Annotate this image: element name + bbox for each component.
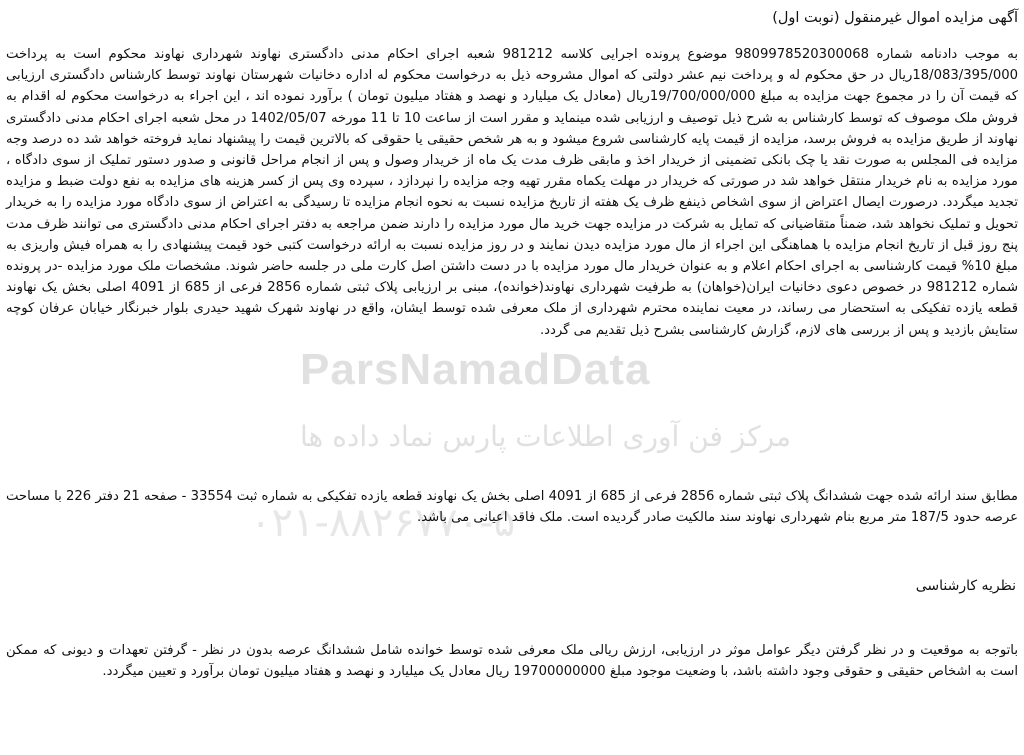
watermark-phone-text: ۰۲۱-۸۸۲۶۷۷۰-۵ xyxy=(250,500,516,546)
watermark-org-text: مرکز فن آوری اطلاعات پارس نماد داده ها xyxy=(300,420,792,453)
watermark-site-text: ParsNamadData xyxy=(300,345,651,394)
expert-opinion-paragraph: باتوجه به موقعیت و در نظر گرفتن دیگر عوامل موثر در ارزیابی، ارزش ریالی ملک معرفی شده توسط خوانده شامل ششدانگ عرصه بدون در نظر - گرفتن تعهدات و دیونی که ممکن است به اشخاص حقیقی و حقوقی وجود داشته باشد، با وضعیت موجود مبلغ 19700000000 ریال معادل یک میلیارد و نهصد و هفتاد میلیون تومان برآورد و تعیین میگردد. xyxy=(6,643,1018,680)
property-deed-paragraph: مطابق سند ارائه شده جهت ششدانگ پلاک ثبتی شماره 2856 فرعی از 685 از 4091 اصلی بخش یک نهاوند قطعه یازده تفکیکی به شماره ثبت 33554 - صفحه 21 دفتر 226 با مساحت عرصه حدود 187/5 متر مربع بنام شهرداری نهاوند سند مالکیت صادر گردیده است. ملک فاقد اعیانی می باشد. xyxy=(5,489,1018,526)
notice-title: آگهی مزایده اموال غیرمنقول (نوبت اول) xyxy=(772,10,1018,26)
notice-body-paragraph: به موجب دادنامه شماره 9809978520300068 موضوع پرونده اجرایی کلاسه 981212 شعبه اجرای احکام مدنی دادگستری نهاوند شهرداری نهاوند محکوم است به پرداخت 18/083/395/000ریال در حق محکوم له و پرداخت نیم عشر دولتی که اموال مشروحه ذیل به درخواست محکوم له اداره دخانیات شهرستان نهاوند توسط کارشناس دادگستری ارزیابی که قیمت آن را در مجموع جهت مزایده به مبلغ 19/700/000/000ریال (معادل یک میلیارد و نهصد و هفتاد میلیون تومان ) برآورد نموده اند ، این اجراء به درخواست محکوم له اقدام به فروش ملک موصوف که توسط کارشناس به شرح ذیل توصیف و ارزیابی شده مینماید و مقرر است از ساعت 10 تا 11 مورخه 1402/05/07 در محل شعبه اجرای احکام مدنی دادگستری نهاوند از طریق مزایده به فروش برسد، مزایده از قیمت پایه کارشناسی شروع میشود و به هر شخص حقیقی یا حقوقی که بالاترین قیمت را پیشنهاد نماید فروخته خواهد شد ده درصد وجه مزایده فی المجلس به صورت نقد یا چک بانکی تضمینی از خریدار اخذ و مابقی ظرف مدت یک ماه از خریدار وصول و پس از انجام مراحل قانونی و صدور دستور تملیک از سوی دادگاه ، مورد مزایده به نام خریدار منتقل خواهد شد در صورتی که خریدار در مهلت یکماه مقرر تهیه وجه مزایده را نپردازد ، سپرده وی پس از کسر هزینه های مزایده به نفع دولت ضبط و مزایده تجدید میگردد. درصورت ایصال اعتراض از سوی اشخاص ذینفع ظرف یک هفته از تاریخ مزایده نسبت به نحوه انجام مزایده تا رسیدگی به اعتراض از سوی دادگاه مورد مزایده را به خریدار تحویل و تملیک نخواهد شد، ضمناً متقاضیانی که تمایل به شرکت در مزایده جهت خرید مال مورد مزایده را دارند ضمن مراجعه به دفتر اجرای احکام مدنی دادگستری می توانند ظرف مدت پنج روز قبل از تاریخ انجام مزایده با هماهنگی این اجراء از مال مورد مزایده دیدن نمایند و در روز مزایده نسبت به ارائه درخواست کتبی خود قیمت پیشنهادی را به همراه فیش واریزی به مبلغ 10% قیمت کارشناسی به اجرای احکام اعلام و به عنوان خریدار مال مورد مزایده با در دست داشتن اصل کارت ملی در جلسه حاضر شوند. مشخصات ملک مورد مزایده -در پرونده شماره 981212 در خصوص دعوی دخانیات ایران(خواهان) به طرفیت شهرداری نهاوند(خوانده)، مبنی بر ارزیابی پلاک ثبتی شماره 2856 فرعی از 685 از 4091 اصلی بخش یک نهاوند قطعه یازده تفکیکی به استحضار می رساند، در معیت نماینده محترم شهرداری از ملک معرفی شده توسط ایشان، واقع در نهاوند شهرک شهید حیدری بلوار خبرنگار خیابان عرفان کوچه ستایش بازدید و پس از بررسی های لازم، گزارش کارشناسی بشرح ذیل تقدیم می گردد. xyxy=(6,47,1019,338)
expert-opinion-heading: نظریه کارشناسی xyxy=(915,578,1016,594)
